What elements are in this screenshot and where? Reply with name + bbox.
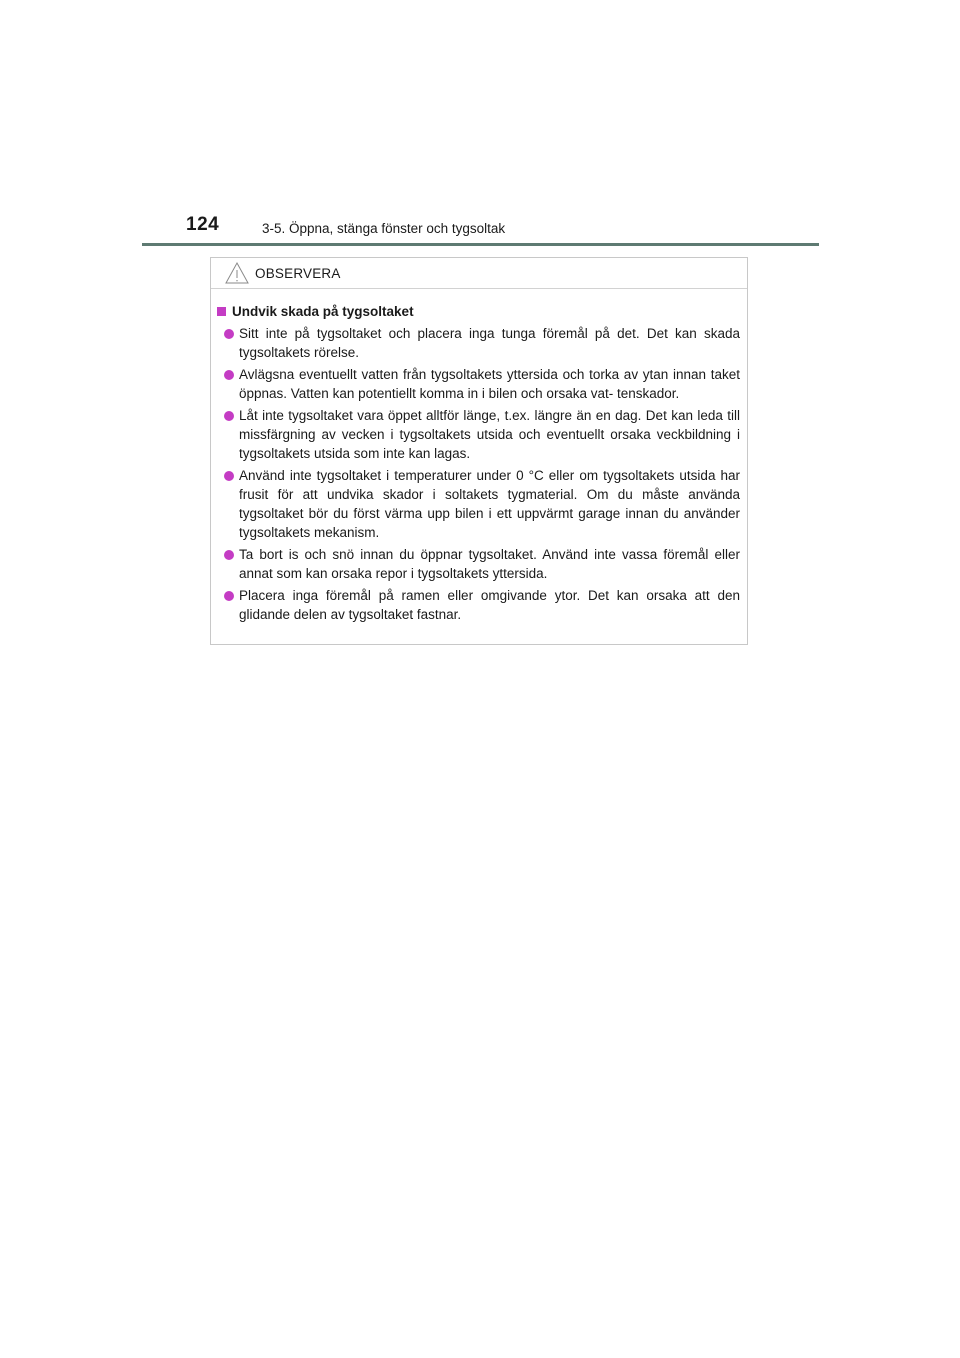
page-number: 124 [186,214,220,235]
caution-header [211,258,747,289]
square-bullet-icon [217,307,226,316]
list-item [217,324,741,362]
caution-box [210,257,748,645]
caution-body [211,289,747,624]
bullet-icon [224,370,234,380]
bullet-icon [224,591,234,601]
list-item [217,545,741,583]
page-header [0,0,960,250]
warning-triangle-icon [225,261,249,285]
section-title: 3-5. Öppna, stänga fönster och tygsoltak [262,221,506,236]
list-item-text: Låt inte tygsoltaket vara öppet alltför länge, t.ex. längre än en dag. Det kan leda till missfärgning av vecken i tygsoltakets utsida och eventuellt orsaka veckbildning i tygsoltakets utsida som inte kan lagas. [239,408,740,461]
list-item [217,406,741,463]
bullet-icon [224,471,234,481]
bullet-icon [224,329,234,339]
bullet-icon [224,550,234,560]
list-item [217,365,741,403]
bullet-icon [224,411,234,421]
header-rule [142,243,819,246]
list-item [217,586,741,624]
list-item-text: Sitt inte på tygsoltaket och placera inga tunga föremål på det. Det kan skada tygsoltakets rörelse. [239,326,740,360]
caution-title: OBSERVERA [255,266,341,281]
sub-heading [217,302,741,321]
list-item [217,466,741,542]
sub-heading-text: Undvik skada på tygsoltaket [232,304,414,319]
list-item-text: Placera inga föremål på ramen eller omgivande ytor. Det kan orsaka att den glidande delen av tygsoltaket fastnar. [239,588,740,622]
list-item-text: Ta bort is och snö innan du öppnar tygsoltaket. Använd inte vassa föremål eller annat som kan orsaka repor i tygsoltakets yttersida. [239,547,740,581]
list-item-text: Använd inte tygsoltaket i temperaturer under 0 °C eller om tygsoltakets utsida har frusit för att undvika skador i soltakets tygmaterial. Om du måste använda tygsoltaket bör du först värma upp bilen i ett uppvärmt garage innan du använder tygsoltakets mekanism. [239,468,740,540]
list-item-text: Avlägsna eventuellt vatten från tygsoltakets yttersida och torka av ytan innan taket öppnas. Vatten kan potentiellt komma in i bilen och orsaka vat- tenskador. [239,367,740,401]
